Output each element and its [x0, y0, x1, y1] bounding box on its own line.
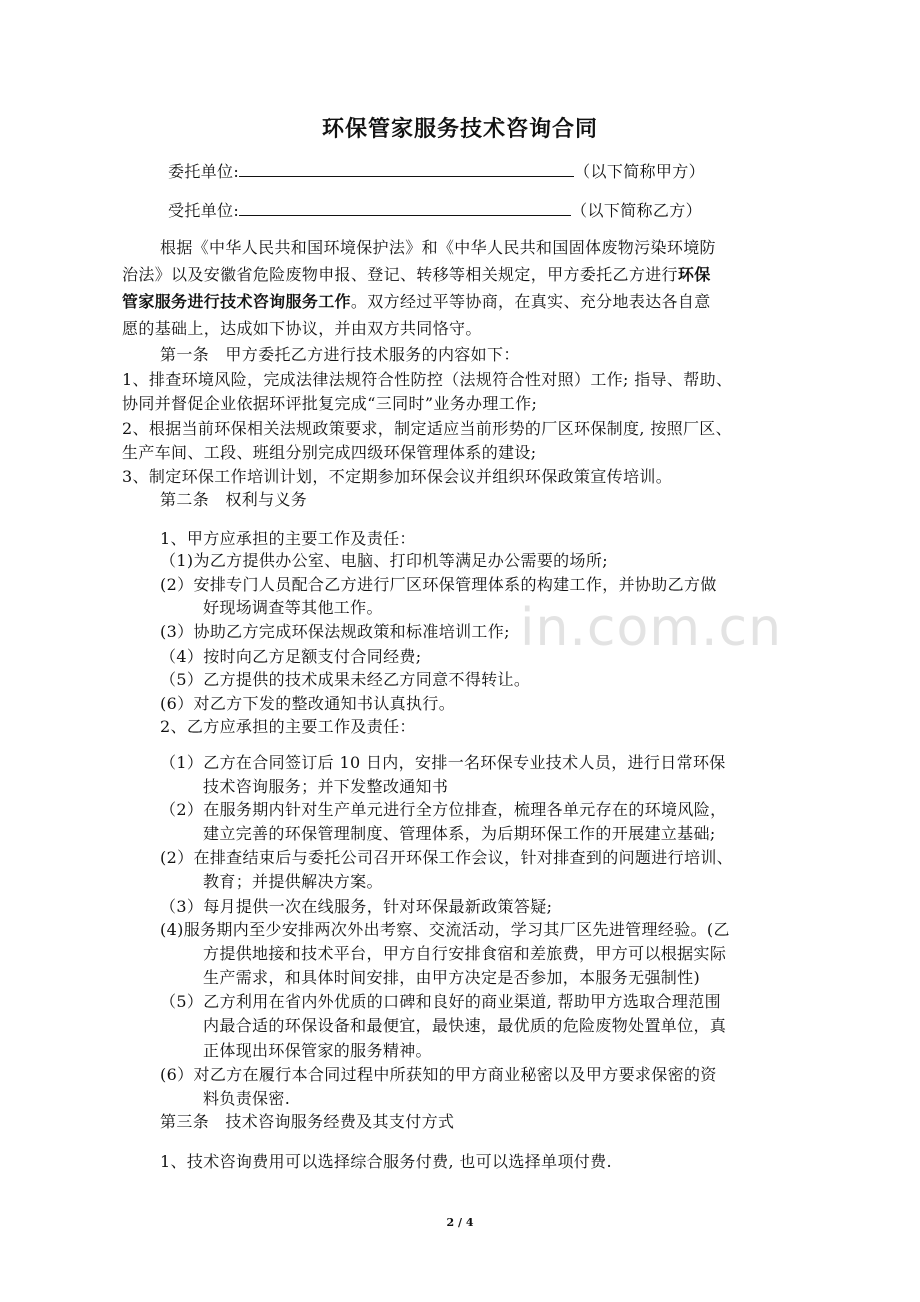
party-b-item: (4)服务期内至少安排两次外出考察、交流活动，学习其厂区先进管理经验。(乙 — [160, 920, 730, 939]
party-a-heading: 1、甲方应承担的主要工作及责任： — [160, 529, 416, 548]
client-note: （以下简称甲方） — [574, 162, 705, 181]
client-blank-field[interactable] — [239, 158, 574, 177]
article2-heading: 第二条 权利与义务 — [160, 490, 308, 509]
party-a-item: (2）安排专门人员配合乙方进行厂区环保管理体系的构建工作，并协助乙方做 — [160, 575, 717, 594]
party-b-item: （1）乙方在合同签订后 10 日内，安排一名环保专业技术人员，进行日常环保 — [160, 753, 726, 772]
article1-item: 生产车间、工段、班组分别完成四级环保管理体系的建设; — [122, 443, 537, 462]
intro-line-2 — [122, 263, 711, 287]
party-b-item: 教育；并提供解决方案。 — [203, 872, 383, 891]
party-b-item: （3）每月提供一次在线服务，针对环保最新政策答疑; — [160, 897, 553, 916]
intro-line-3-bold: 管家服务进行技术咨询服务工作 — [122, 292, 351, 311]
article1-heading: 第一条 甲方委托乙方进行技术服务的内容如下： — [160, 345, 520, 364]
article1-item: 协同并督促企业依据环评批复完成“三同时”业务办理工作; — [122, 394, 538, 413]
contractor-note: （以下简称乙方） — [571, 201, 702, 220]
intro-line-2-text: 治法》以及安徽省危险废物申报、登记、转移等相关规定，甲方委托乙方进行 — [122, 265, 678, 284]
client-line — [168, 158, 705, 184]
intro-line-1: 根据《中华人民共和国环境保护法》和《中华人民共和国固体废物污染环境防 — [160, 238, 716, 257]
party-b-item: （2）在服务期内针对生产单元进行全方位排查，梳理各单元存在的环境风险， — [160, 800, 727, 819]
party-b-item: 生产需求，和具体时间安排，由甲方决定是否参加，本服务无强制性) — [203, 968, 701, 987]
intro-line-3-text: 。双方经过平等协商，在真实、充分地表达各自意 — [350, 292, 711, 311]
article3-item: 1、技术咨询费用可以选择综合服务付费, 也可以选择单项付费. — [160, 1152, 612, 1171]
party-b-item: 技术咨询服务；并下发整改通知书 — [203, 777, 449, 796]
party-b-item: 料负责保密. — [203, 1089, 291, 1108]
article1-item: 3、制定环保工作培训计划，不定期参加环保会议并组织环保政策宣传培训。 — [122, 467, 673, 486]
intro-line-3 — [122, 290, 711, 314]
party-b-item: 正体现出环保管家的服务精神。 — [203, 1041, 432, 1060]
party-b-item: 内最合适的环保设备和最便宜，最快速，最优质的危险废物处置单位，真 — [203, 1016, 727, 1035]
contractor-label: 受托单位: — [168, 201, 240, 220]
party-a-item: 好现场调查等其他工作。 — [203, 598, 383, 617]
party-b-item: 方提供地接和技术平台，甲方自行安排食宿和差旅费，甲方可以根据实际 — [203, 944, 727, 963]
party-b-item: (2）在排查结束后与委托公司召开环保工作会议，针对排查到的问题进行培训、 — [160, 848, 734, 867]
party-b-item: 建立完善的环保管理制度、管理体系，为后期环保工作的开展建立基础; — [203, 824, 716, 843]
article1-item: 2、根据当前环保相关法规政策要求，制定适应当前形势的厂区环保制度, 按照厂区、 — [122, 419, 733, 438]
party-b-item: （5）乙方利用在省内外优质的口碑和良好的商业渠道, 帮助甲方选取合理范围 — [160, 992, 721, 1011]
article1-item: 1、排查环境风险，完成法律法规符合性防控（法规符合性对照）工作; 指导、帮助、 — [122, 370, 733, 389]
contractor-line — [168, 197, 702, 223]
party-a-item: (6）对乙方下发的整改通知书认真执行。 — [160, 694, 456, 713]
party-b-item: (6）对乙方在履行本合同过程中所获知的甲方商业秘密以及甲方要求保密的资 — [160, 1065, 717, 1084]
page-number: 2 / 4 — [446, 1216, 474, 1229]
party-a-item: （1)为乙方提供办公室、电脑、打印机等满足办公需要的场所; — [160, 551, 608, 570]
contractor-blank-field[interactable] — [239, 197, 571, 216]
party-b-heading: 2、乙方应承担的主要工作及责任： — [160, 717, 416, 736]
party-a-item: （5）乙方提供的技术成果未经乙方同意不得转让。 — [160, 670, 531, 689]
intro-line-2-bold: 环保 — [677, 265, 711, 284]
party-a-item: (3）协助乙方完成环保法规政策和标准培训工作; — [160, 622, 510, 641]
article3-heading: 第三条 技术咨询服务经费及其支付方式 — [160, 1112, 455, 1131]
document-title: 环保管家服务技术咨询合同 — [321, 117, 598, 142]
watermark: in.com.cn — [520, 598, 783, 658]
party-a-item: （4）按时向乙方足额支付合同经费; — [160, 647, 422, 666]
client-label: 委托单位: — [168, 162, 240, 181]
intro-line-4: 愿的基础上，达成如下协议，并由双方共同恪守。 — [122, 319, 482, 338]
